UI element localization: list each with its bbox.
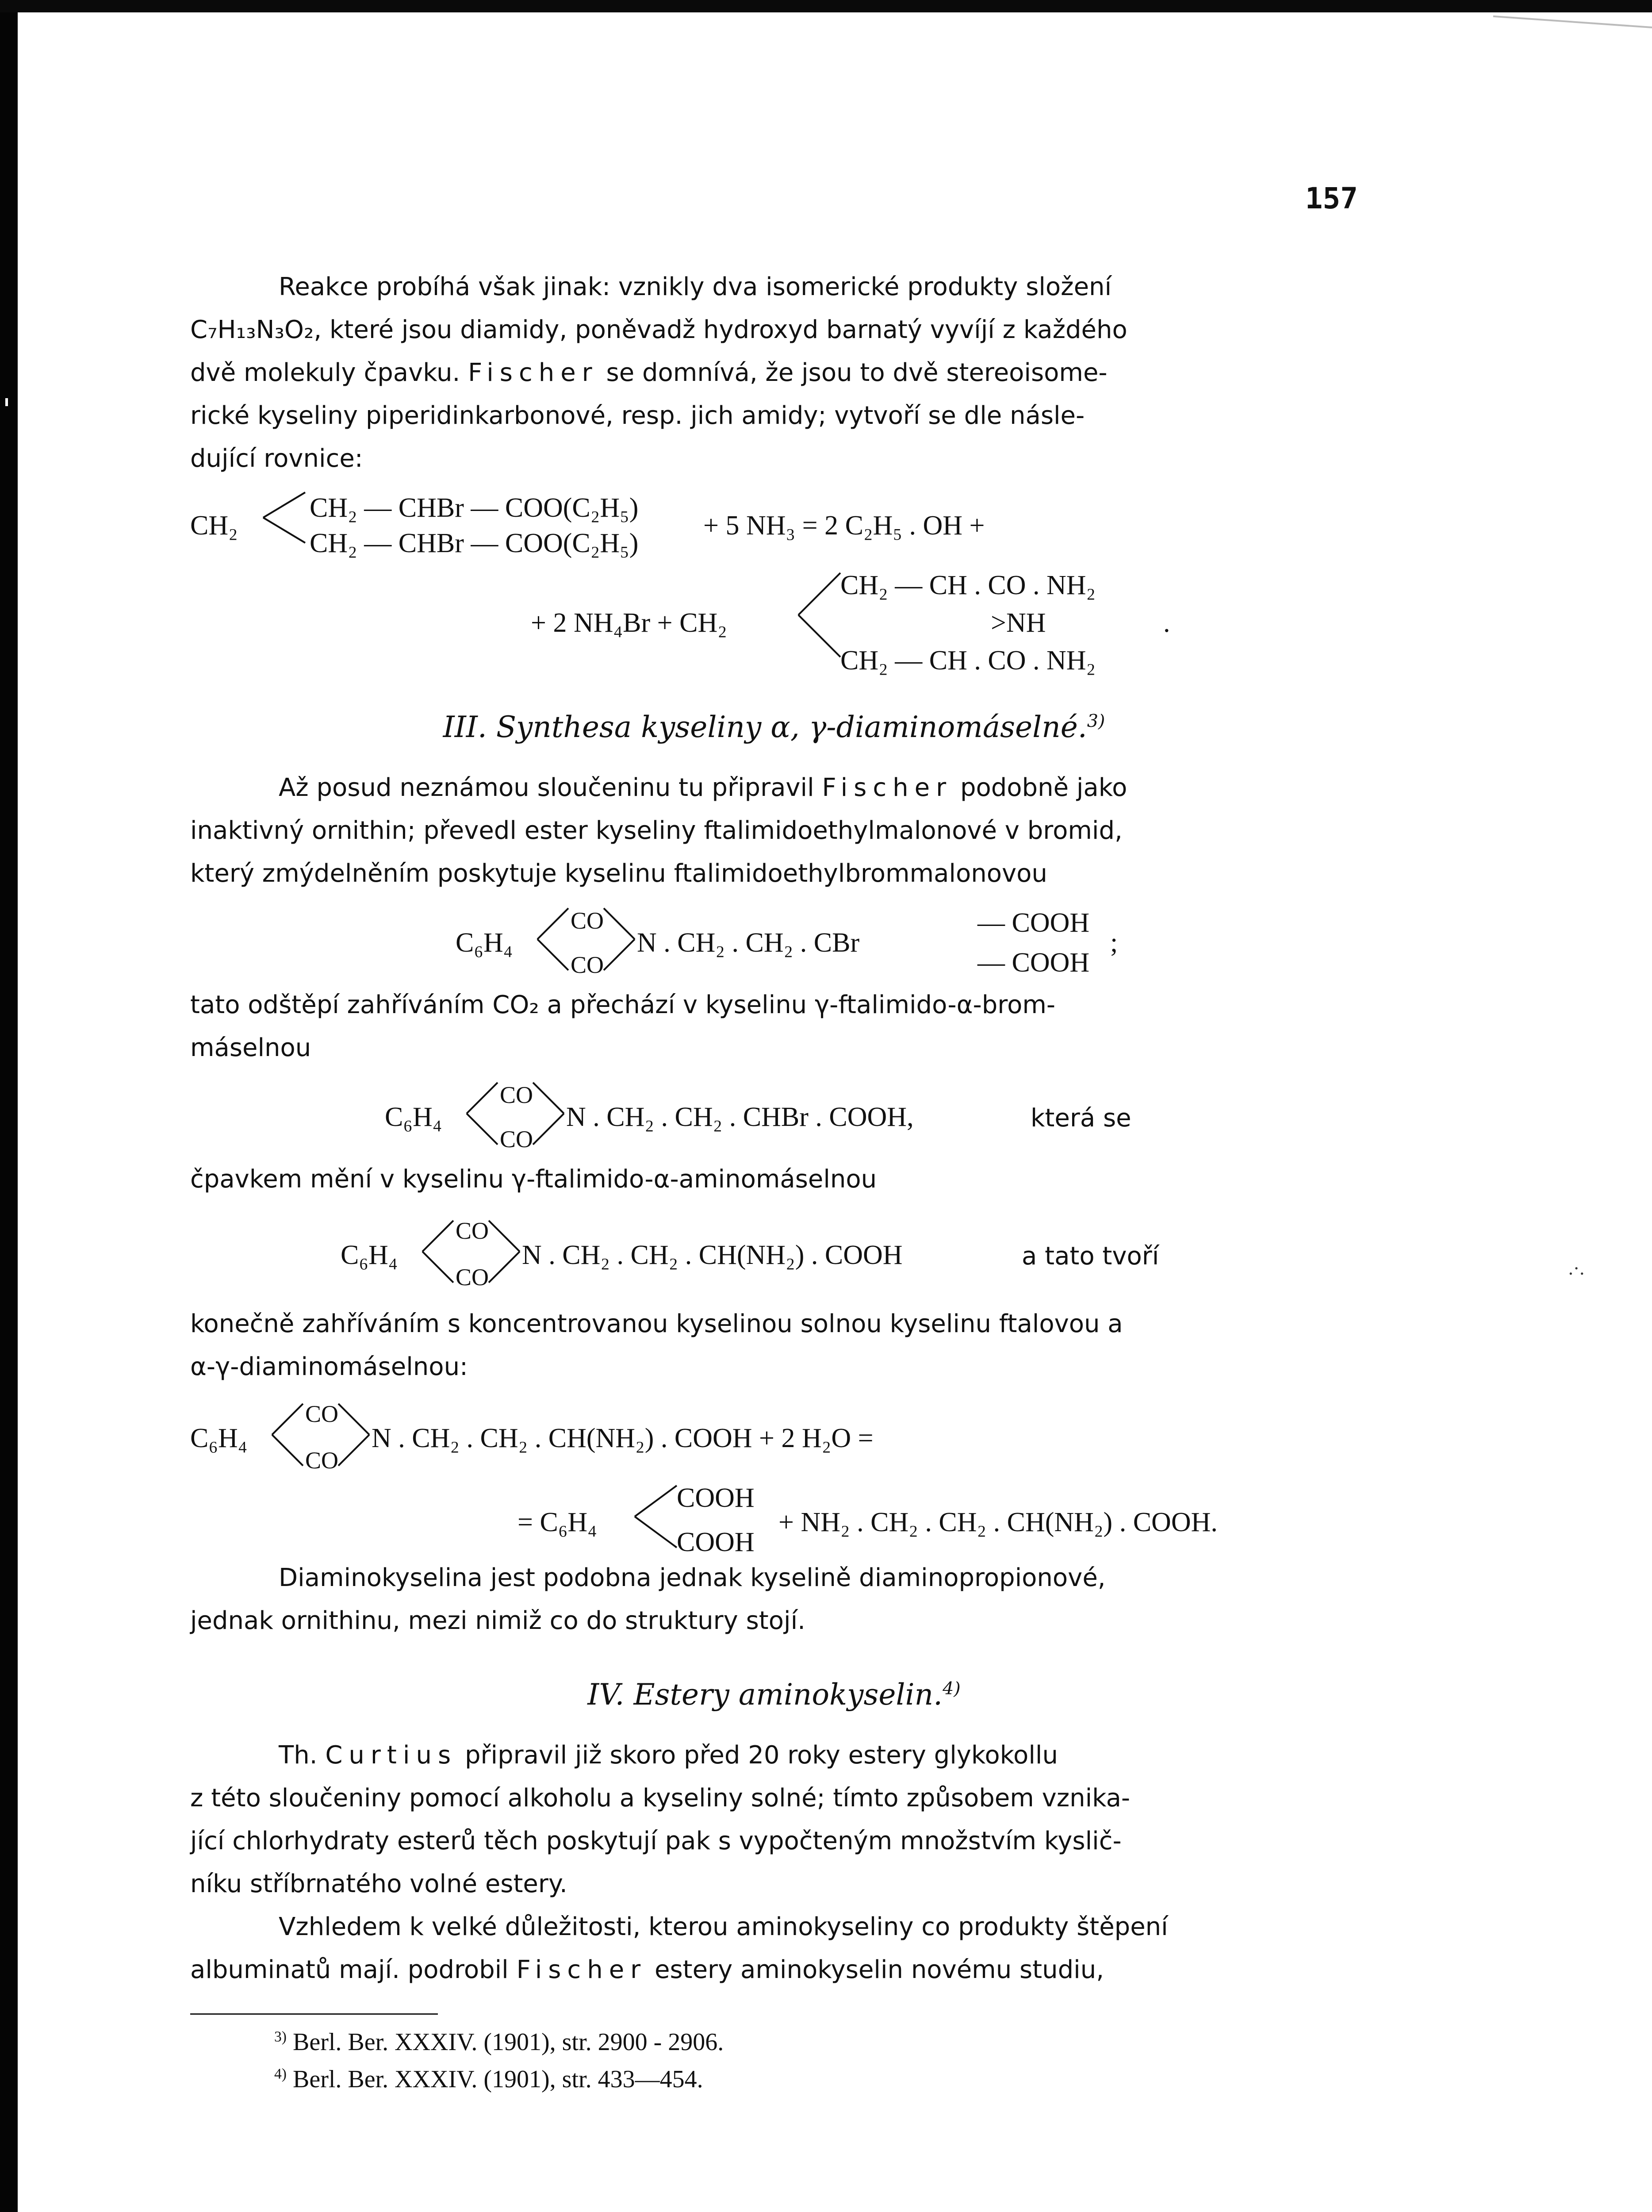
para-1-line-4: rické kyseliny piperidinkarbonové, resp. jich amidy; vytvoří se dle násle-	[190, 401, 1085, 430]
page-number: 157	[1305, 181, 1358, 215]
para-5-line-1: konečně zahříváním s koncentrovanou kyselinou solnou kyselinu ftalovou a	[190, 1310, 1123, 1338]
eq1-row-2: CH₂ — CHBr — COO(C₂H₅)	[310, 528, 639, 558]
eq1-row-4b: >NH	[991, 608, 1046, 638]
para-1-line-3: dvě molekuly čpavku. Fischer se domnívá, že jsou to dvě stereoisome-	[190, 358, 1108, 387]
para-7-line-2: z této sloučeniny pomocí alkoholu a kyseliny solné; tímto způsobem vznika-	[190, 1784, 1131, 1813]
section-heading-4: IV. Estery aminokyselin.$^{4)}$	[587, 1678, 961, 1712]
scan-border-left	[0, 0, 18, 2212]
scan-corner-mark	[1493, 15, 1652, 28]
para-3-line-2: máselnou	[190, 1033, 311, 1062]
author-name: Curtius	[325, 1741, 457, 1770]
branch	[632, 1481, 681, 1552]
para-7	[190, 1734, 1358, 1905]
formula-4: C₆H₄ CO CO N . CH₂ . CH₂ . CH(NH₂) . COOH + 2 H₂O = = C₆H₄ COOH COOH + NH₂ . CH₂ . CH₂ . CH(NH₂) . COOH.	[190, 1388, 1358, 1556]
eq1-row-3: CH₂ — CH . CO . NH₂	[840, 570, 1096, 600]
author-name: Fischer	[822, 773, 953, 802]
para-2	[190, 766, 1358, 895]
para-5-line-2: α-γ-diaminomáselnou:	[190, 1352, 468, 1381]
author-name: Fischer	[516, 1955, 647, 1984]
para-1-line-5: dující rovnice:	[190, 444, 363, 473]
formula-3: C₆H₄ CO CO N . CH₂ . CH₂ . CH(NH₂) . COOH a tato tvoří	[190, 1201, 1358, 1302]
ring-bracket	[270, 1399, 372, 1470]
para-2-line-3: který zmýdelněním poskytuje kyselinu ftalimidoethylbrommalonovou	[190, 859, 1047, 888]
ring-bracket	[535, 904, 637, 975]
section-heading-3: III. Synthesa kyseliny α, γ-diaminomáselné.$^{3)}$	[443, 710, 1105, 744]
footnote-4: $^{4)}$ Berl. Ber. XXXIV. (1901), str. 433—454.	[274, 2066, 703, 2093]
para-3	[190, 983, 1358, 1069]
para-4	[190, 1158, 1358, 1201]
ring-bracket	[420, 1216, 522, 1287]
eq1-branch	[261, 489, 310, 546]
para-2-line-1: Až posud neznámou sloučeninu tu připravil Fischer podobně jako	[279, 773, 1127, 802]
para-2-line-2: inaktivný ornithin; převedl ester kyseliny ftalimidoethylmalonové v bromid,	[190, 816, 1123, 845]
para-7-line-3: jící chlorhydraty esterů těch poskytují pak s vypočteným množstvím kyslič-	[190, 1827, 1122, 1855]
equation-1	[190, 480, 1358, 688]
eq1-branch-2	[796, 568, 845, 661]
ring-bracket	[464, 1078, 566, 1149]
page	[190, 177, 1358, 2098]
para-7-line-4: níku stříbrnatého volné estery.	[190, 1870, 567, 1898]
eq1-row-5: CH₂ — CH . CO . NH₂	[840, 645, 1096, 676]
footnote-3: $^{3)}$ Berl. Ber. XXXIV. (1901), str. 2900 - 2906.	[274, 2028, 724, 2056]
para-1-line-2: C₇H₁₃N₃O₂, které jsou diamidy, poněvadž hydroxyd barnatý vyvíjí z každého	[190, 315, 1127, 344]
page-body	[190, 177, 1358, 480]
para-8-line-1: Vzhledem k velké důležitosti, kterou aminokyseliny co produkty štěpení	[279, 1912, 1168, 1941]
para-1-line-1: Reakce probíhá však jinak: vznikly dva isomerické produkty složení	[279, 273, 1112, 301]
para-6-line-1: Diaminokyselina jest podobna jednak kyselině diaminopropionové,	[279, 1563, 1106, 1592]
formula-1: C₆H₄ CO CO N . CH₂ . CH₂ . CBr — COOH — COOH ;	[190, 895, 1358, 983]
author-name: Fischer	[468, 358, 598, 387]
eq1-right: + 5 NH₃ = 2 C₂H₅ . OH +	[703, 511, 985, 541]
scan-tick	[5, 398, 8, 406]
eq1-row-1: CH₂ — CHBr — COO(C₂H₅)	[310, 493, 639, 523]
footnote-rule	[190, 2013, 438, 2015]
scan-border-top	[0, 0, 1652, 12]
formula-2: C₆H₄ CO CO N . CH₂ . CH₂ . CHBr . COOH, která se	[190, 1069, 1358, 1158]
eq1-row-4c: .	[1163, 608, 1170, 638]
footnotes	[190, 2024, 1358, 2098]
para-4-line-1: čpavkem mění v kyselinu γ-ftalimido-α-aminomáselnou	[190, 1165, 877, 1194]
para-7-line-1: Th. Curtius připravil již skoro před 20 roky estery glykokollu	[279, 1741, 1058, 1770]
para-6-line-2: jednak ornithinu, mezi nimiž co do struktury stojí.	[190, 1606, 805, 1635]
eq1-row-4a: + 2 NH₄Br + CH₂	[531, 608, 727, 638]
para-6	[190, 1556, 1358, 1642]
para-3-line-1: tato odštěpí zahříváním CO₂ a přechází v kyselinu γ-ftalimido-α-brom-	[190, 991, 1056, 1019]
para-8-line-2: albuminatů mají. podrobil Fischer estery aminokyselin novému studiu,	[190, 1955, 1104, 1984]
eq1-left: CH₂	[190, 511, 238, 541]
para-5	[190, 1302, 1358, 1388]
para-8	[190, 1905, 1358, 1991]
scan-dots: .·.	[1568, 1259, 1585, 1279]
